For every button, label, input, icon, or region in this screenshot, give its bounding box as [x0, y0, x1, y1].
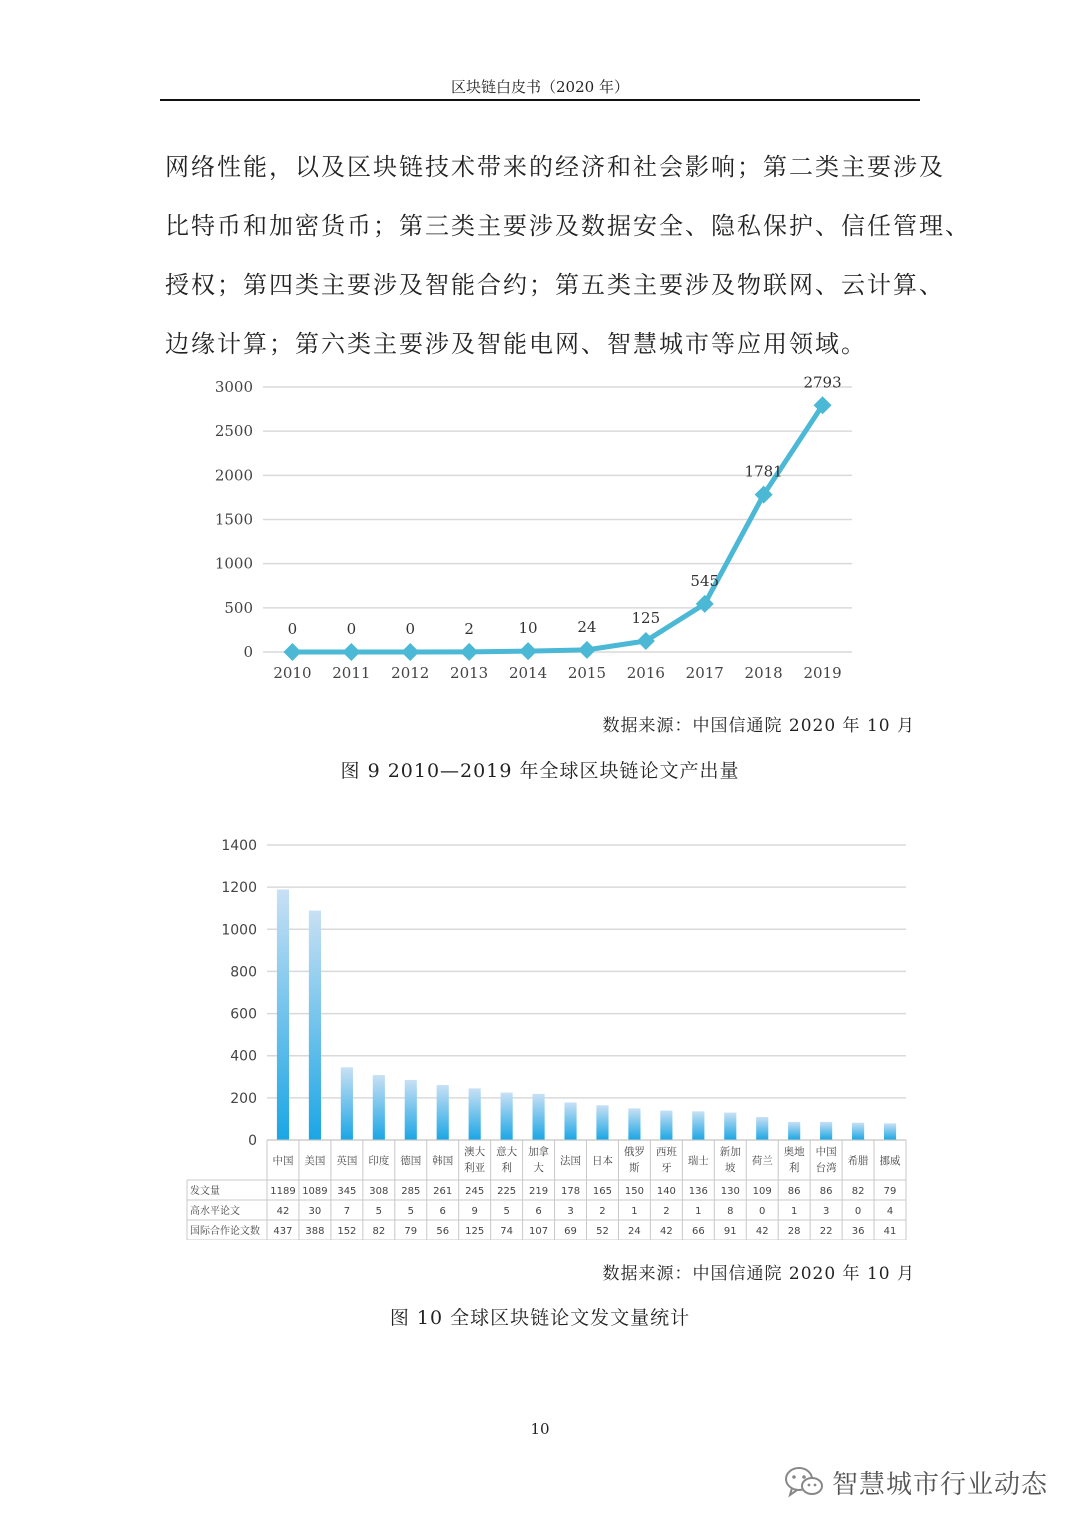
bar	[724, 1113, 736, 1140]
body-paragraph	[165, 138, 971, 374]
page-header: 区块链白皮书（2020 年）	[451, 78, 629, 96]
data-label: 2	[464, 619, 474, 638]
table-cell: 388	[305, 1226, 325, 1237]
table-cell: 79	[404, 1226, 418, 1237]
category-label: 西班	[655, 1146, 677, 1158]
category-label: 德国	[400, 1155, 422, 1167]
bar	[564, 1102, 576, 1140]
data-point-marker	[401, 643, 419, 661]
table-cell: 36	[851, 1226, 865, 1237]
table-cell: 82	[851, 1186, 865, 1197]
category-label: 韩国	[432, 1155, 454, 1167]
table-cell: 2	[599, 1206, 606, 1217]
table-cell: 42	[276, 1206, 290, 1217]
data-label: 0	[287, 620, 298, 638]
data-point-marker	[578, 641, 596, 659]
figure9-caption: 图 9 2010—2019 年全球区块链论文产出量	[340, 760, 740, 782]
table-cell: 5	[503, 1206, 510, 1217]
category-label: 日本	[591, 1155, 613, 1167]
data-point-marker	[283, 643, 301, 661]
table-cell: 1	[790, 1206, 798, 1217]
category-label: 中国	[272, 1155, 294, 1167]
table-cell: 152	[337, 1226, 357, 1237]
x-tick-label: 2018	[744, 664, 783, 682]
paragraph-line: 授权；第四类主要涉及智能合约；第五类主要涉及物联网、云计算、	[165, 271, 945, 299]
category-label: 台湾	[815, 1162, 837, 1174]
table-cell: 56	[436, 1226, 450, 1237]
table-cell: 42	[660, 1226, 673, 1237]
category-label: 利	[788, 1162, 800, 1174]
y-tick-label: 500	[224, 598, 253, 617]
table-cell: 8	[727, 1206, 734, 1217]
table-cell: 345	[337, 1186, 357, 1197]
category-label: 坡	[725, 1162, 736, 1174]
table-cell: 22	[819, 1226, 833, 1237]
x-tick-label: 2011	[332, 664, 371, 682]
table-cell: 125	[465, 1226, 485, 1237]
y-tick-label: 2000	[214, 466, 253, 485]
x-tick-label: 2013	[450, 664, 489, 682]
table-cell: 437	[273, 1226, 293, 1237]
category-label: 斯	[629, 1162, 640, 1174]
figure9-source: 数据来源：中国信通院 2020 年 10 月	[602, 716, 915, 736]
table-cell: 4	[886, 1206, 894, 1217]
bar	[373, 1075, 385, 1140]
figure10-caption: 图 10 全球区块链论文发文量统计	[389, 1307, 691, 1329]
bar	[533, 1094, 545, 1140]
y-tick-label: 1000	[221, 922, 257, 939]
table-cell: 2	[663, 1206, 670, 1217]
category-label: 利	[501, 1162, 512, 1174]
table-cell: 1089	[302, 1186, 328, 1197]
category-label: 法国	[560, 1155, 582, 1167]
table-cell: 3	[822, 1206, 830, 1217]
y-tick-label: 0	[243, 643, 253, 661]
table-cell: 107	[529, 1226, 549, 1237]
category-label: 挪威	[879, 1155, 901, 1167]
table-cell: 261	[433, 1186, 453, 1197]
bar	[341, 1067, 353, 1140]
category-label: 意大	[496, 1146, 518, 1158]
category-label: 新加	[719, 1146, 741, 1158]
data-label: 0	[405, 620, 416, 638]
bar	[309, 911, 321, 1140]
x-tick-label: 2019	[803, 664, 842, 682]
table-cell: 225	[497, 1186, 517, 1197]
data-label: 0	[346, 620, 357, 638]
category-label: 利亚	[464, 1162, 486, 1174]
y-tick-label: 1500	[214, 510, 253, 529]
table-cell: 3	[567, 1206, 574, 1217]
y-tick-label: 200	[230, 1090, 257, 1107]
bar	[852, 1123, 864, 1140]
country-papers-bar-chart	[180, 830, 920, 1240]
data-point-marker	[342, 643, 360, 661]
bar	[469, 1088, 481, 1140]
x-tick-label: 2016	[626, 664, 665, 682]
bar	[660, 1111, 672, 1141]
table-cell: 219	[529, 1186, 549, 1197]
category-label: 荷兰	[751, 1155, 773, 1167]
table-cell: 5	[375, 1206, 383, 1217]
table-cell: 285	[401, 1186, 421, 1197]
paper-output-line-chart	[200, 365, 880, 695]
table-cell: 109	[752, 1186, 772, 1197]
table-cell: 28	[787, 1226, 801, 1237]
watermark-text: 智慧城市行业动态	[832, 1469, 1049, 1500]
table-cell: 82	[372, 1226, 386, 1237]
table-cell: 66	[691, 1226, 705, 1237]
bar	[884, 1123, 896, 1140]
category-label: 瑞士	[687, 1155, 709, 1167]
category-label: 加拿	[528, 1146, 550, 1158]
data-label: 24	[577, 617, 597, 636]
category-label: 英国	[336, 1155, 358, 1167]
y-tick-label: 1400	[221, 838, 257, 854]
bar	[596, 1105, 608, 1140]
table-series-name: 国际合作论文数	[190, 1226, 260, 1237]
bar	[277, 889, 289, 1140]
table-series-name: 发文量	[190, 1186, 220, 1197]
category-label: 大	[533, 1162, 544, 1174]
bar	[756, 1117, 768, 1140]
series-line	[292, 405, 822, 652]
bar	[501, 1093, 513, 1140]
page-number: 10	[530, 1420, 550, 1438]
category-label: 印度	[368, 1155, 390, 1167]
table-cell: 9	[471, 1206, 478, 1217]
paragraph-line: 比特币和加密货币；第三类主要涉及数据安全、隐私保护、信任管理、	[165, 212, 971, 240]
table-cell: 1189	[270, 1186, 296, 1197]
data-label: 10	[518, 619, 538, 638]
category-label: 希腊	[847, 1155, 869, 1167]
table-cell: 0	[759, 1206, 766, 1217]
category-label: 俄罗	[623, 1146, 645, 1158]
data-point-marker	[460, 643, 478, 661]
x-tick-label: 2012	[391, 664, 430, 682]
watermark	[784, 1462, 1048, 1502]
x-tick-label: 2010	[273, 664, 312, 682]
table-cell: 150	[624, 1186, 644, 1197]
data-label: 125	[631, 608, 661, 627]
y-tick-label: 2500	[214, 422, 253, 441]
table-cell: 7	[343, 1206, 351, 1217]
table-cell: 6	[439, 1206, 446, 1217]
y-tick-label: 0	[248, 1133, 257, 1149]
table-cell: 69	[564, 1226, 577, 1237]
table-cell: 6	[535, 1206, 542, 1217]
table-cell: 91	[723, 1226, 737, 1237]
data-label: 545	[690, 571, 720, 590]
bar	[628, 1108, 640, 1140]
table-cell: 86	[787, 1186, 801, 1197]
header-rule	[160, 99, 920, 101]
bar	[692, 1111, 704, 1140]
category-label: 奥地	[783, 1146, 805, 1158]
y-tick-label: 800	[230, 964, 257, 981]
y-tick-label: 400	[230, 1048, 257, 1065]
table-cell: 74	[500, 1226, 513, 1237]
data-label: 2793	[803, 373, 842, 392]
table-cell: 130	[720, 1186, 740, 1197]
y-tick-label: 3000	[214, 378, 253, 396]
table-cell: 24	[628, 1226, 641, 1237]
table-cell: 308	[369, 1186, 389, 1197]
bar	[437, 1085, 449, 1140]
paragraph-line: 网络性能，以及区块链技术带来的经济和社会影响；第二类主要涉及	[165, 153, 945, 181]
y-tick-label: 600	[230, 1006, 257, 1023]
y-tick-label: 1200	[221, 880, 257, 897]
bar	[788, 1122, 800, 1140]
data-label: 1781	[744, 462, 783, 481]
table-cell: 136	[688, 1186, 708, 1197]
category-label: 中国	[815, 1146, 837, 1158]
table-cell: 30	[308, 1206, 322, 1217]
x-tick-label: 2014	[508, 664, 548, 682]
table-cell: 245	[465, 1186, 485, 1197]
table-cell: 0	[854, 1206, 862, 1217]
table-series-name: 高水平论文	[190, 1206, 240, 1217]
x-tick-label: 2017	[685, 664, 724, 682]
bar	[405, 1080, 417, 1140]
x-tick-label: 2015	[567, 664, 607, 682]
data-point-marker	[519, 642, 537, 660]
category-label: 澳大	[464, 1146, 486, 1158]
bar	[820, 1122, 832, 1140]
wechat-icon	[784, 1465, 824, 1499]
table-cell: 165	[592, 1186, 613, 1197]
table-cell: 79	[883, 1186, 897, 1197]
table-cell: 42	[755, 1226, 769, 1237]
table-cell: 5	[407, 1206, 414, 1217]
table-cell: 178	[560, 1186, 581, 1197]
category-label: 美国	[304, 1155, 326, 1167]
table-cell: 1	[695, 1206, 702, 1217]
paragraph-line: 边缘计算；第六类主要涉及智能电网、智慧城市等应用领域。	[165, 330, 867, 358]
category-label: 牙	[661, 1162, 672, 1174]
table-cell: 52	[596, 1226, 609, 1237]
table-cell: 41	[883, 1226, 897, 1237]
figure10-source: 数据来源：中国信通院 2020 年 10 月	[602, 1264, 915, 1284]
table-cell: 1	[631, 1206, 638, 1217]
table-cell: 86	[819, 1186, 833, 1197]
table-cell: 140	[656, 1186, 676, 1197]
y-tick-label: 1000	[214, 554, 253, 573]
